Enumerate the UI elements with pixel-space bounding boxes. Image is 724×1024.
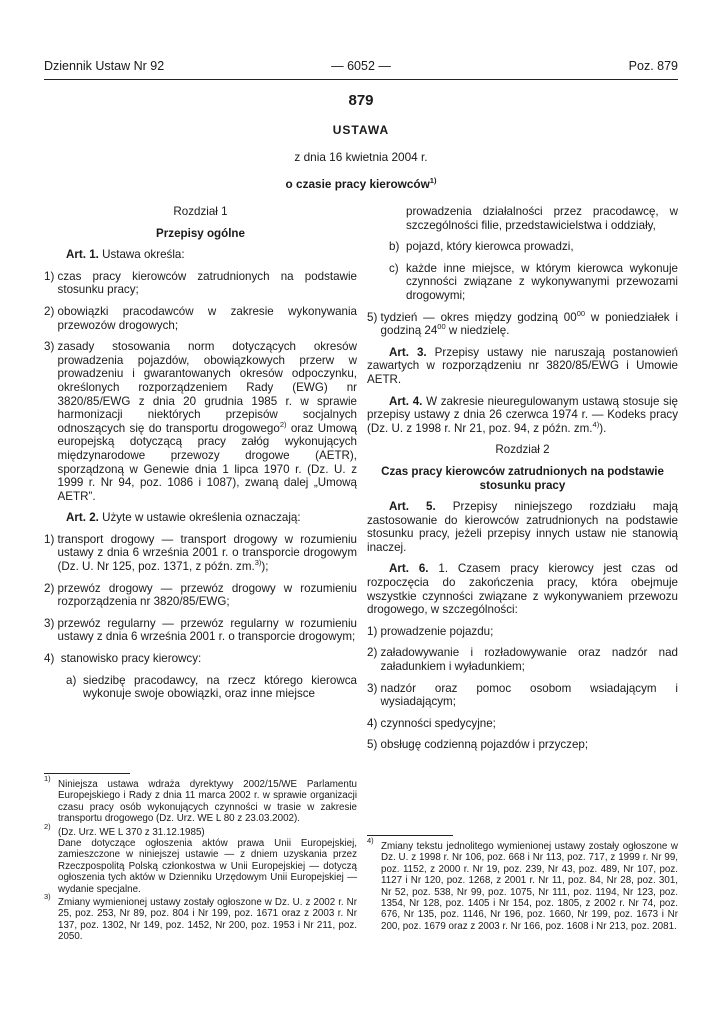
footnote-mark: 1)	[44, 774, 51, 783]
art-2-intro	[44, 511, 357, 525]
chapter-2-label: Rozdział 2	[495, 443, 550, 457]
act-title	[44, 178, 678, 192]
art-2-item-3	[44, 617, 357, 644]
left-column	[44, 205, 357, 709]
item-text-part: tydzień — okres między godziną 00	[380, 310, 577, 324]
art-6-heading: Art. 6.	[389, 562, 429, 576]
art-2-item-5	[367, 308, 678, 338]
footnote-text: Zmiany wymienionej ustawy zostały ogłoszone w Dz. U. z 2002 r. Nr 25, poz. 253, Nr 89, poz. 804 i Nr 199, poz. 1671 oraz z 2003 r. Nr 137, poz. 1302, Nr 149, poz. 1452, Nr 200, poz. 1953 i Nr 211, poz. 2050.	[58, 897, 357, 943]
position-number: Poz. 879	[628, 59, 678, 73]
item-text-part: w niedzielę.	[445, 324, 510, 338]
footnote-ref-4[interactable]: 4)	[592, 419, 600, 429]
art-5-heading: Art. 5.	[389, 500, 436, 514]
subitem-letter: c)	[389, 261, 399, 275]
art-3-heading: Art. 3.	[389, 345, 427, 359]
footnote-rule-right	[367, 835, 453, 836]
subitem-text: pojazd, który kierowca prowadzi,	[406, 240, 574, 254]
footnote-rule-left	[44, 773, 130, 774]
item-number: 5)	[367, 738, 378, 752]
item-number: 2)	[44, 581, 55, 595]
act-date: z dnia 16 kwietnia 2004 r.	[294, 150, 428, 164]
art-6-intro	[367, 562, 678, 616]
footnote-ref-1[interactable]: 1)	[429, 176, 437, 185]
art-3	[367, 346, 678, 387]
art-4-text: W zakresie nieuregulowanym ustawą stosuje się przepisy ustawy z dnia 26 czerwca 1974 r. — Kodeks pracy (Dz. U. z 1998 r. Nr 21, poz. 94, z późn. zm.	[367, 394, 678, 435]
art-4-text-end: ).	[599, 421, 607, 435]
footnote-mark: 3)	[44, 892, 51, 902]
footnote-mark: 2)	[44, 821, 51, 831]
subitem-letter: b)	[389, 240, 400, 254]
item-text: załadowywanie i rozładowywanie oraz nadzór nad załadunkiem i wyładunkiem;	[380, 646, 678, 674]
art-4	[367, 395, 678, 436]
item-text: nadzór oraz pomoc osobom wsiadającym i wysiadającym;	[380, 681, 678, 709]
right-column	[367, 205, 678, 760]
art-6-intro-text: 1. Czasem pracy kierowcy jest czas od rozpoczęcia do zakończenia pracy, która obejmuje wszystkie czynności związane z wykonywaniem przewozu drogowego, w szczególności:	[367, 562, 678, 617]
item-text-part: w poniedziałek i godziną 24	[380, 310, 678, 338]
art-2-subitem-a-continuation: prowadzenia działalności przez pracodawcę, w szczególności filie, przedstawicielstwa i oddziały,	[406, 205, 678, 232]
art-5	[367, 500, 678, 554]
art-1-item-1	[44, 270, 357, 297]
subitem-text: siedzibę pracodawcy, na rzecz którego kierowca wykonuje swoje obowiązki, oraz inne miejsce	[83, 673, 357, 701]
item-number: 3)	[44, 340, 55, 354]
art-1-item-2	[44, 305, 357, 332]
art-1-item-3	[44, 340, 357, 503]
footnote-ref-2[interactable]: 2)	[279, 419, 287, 429]
item-text	[380, 308, 678, 338]
item-number: 2)	[367, 646, 378, 660]
chapter-1-label: Rozdział 1	[173, 205, 228, 218]
item-text: przewóz regularny — przewóz regularny w rozumieniu ustawy z dnia 6 września 2001 r. o transporcie drogowym;	[57, 616, 357, 644]
act-number: 879	[348, 92, 374, 109]
item-text: stanowisko pracy kierowcy:	[60, 652, 202, 666]
art-6-item-2	[367, 646, 678, 673]
footnote-text: Niniejsza ustawa wdraża dyrektywy 2002/15/WE Parlamentu Europejskiego i Rady z dnia 11 marca 2002 r. w sprawie organizacji czasu pracy osób wykonujących czynności w trasie w zakresie transportu drogowego (Dz. Urz. WE L 80 z 23.03.2002).	[58, 779, 357, 825]
art-6-item-4	[367, 717, 678, 731]
footnotes-left	[44, 774, 357, 945]
art-5-text: Przepisy niniejszego rozdziału mają zastosowanie do kierowców zatrudnionych na podstawie stosunku pracy, jeżeli przepisy innych ustaw nie stanowią inaczej.	[367, 500, 679, 554]
item-text	[58, 533, 357, 574]
item-number: 1)	[367, 624, 378, 638]
item-number: 4)	[367, 716, 378, 730]
item-number: 1)	[44, 269, 55, 283]
art-6-item-5	[367, 738, 678, 752]
subitem-letter: a)	[66, 673, 77, 687]
footnote-3	[44, 892, 357, 943]
art-2-subitem-c	[367, 262, 678, 303]
time-superscript: 00	[576, 308, 586, 318]
item-text: prowadzenie pojazdu;	[380, 624, 494, 638]
journal-title: Dziennik Ustaw Nr 92	[44, 59, 165, 73]
item-text-part: );	[261, 560, 269, 574]
item-text: czas pracy kierowców zatrudnionych na podstawie stosunku pracy;	[57, 269, 357, 297]
art-1-intro	[44, 248, 357, 262]
art-2-item-2	[44, 582, 357, 609]
footnote-2	[44, 821, 357, 895]
footnote-text-line: Dane dotyczące ogłoszenia aktów prawa Unii Europejskiej, zamieszczone w niniejszej ustawie — z dniem uzyskania przez Rzeczpospolitą Polską członkostwa w Unii Europejskiej — dotyczą ogłoszenia tych aktów w Dzienniku Urzędowym Unii Europejskiej — wydanie specjalne.	[58, 838, 357, 895]
art-3-text: Przepisy ustawy nie naruszają postanowień zawartych w rozporządzeniu nr 3820/85/EWG i Umowie AETR.	[367, 345, 678, 386]
header-rule	[44, 79, 678, 80]
item-text: przewóz drogowy — przewóz drogowy w rozumieniu rozporządzenia nr 3820/85/EWG;	[57, 581, 357, 609]
page-number: — 6052 —	[331, 59, 391, 73]
art-1-heading: Art. 1.	[66, 248, 99, 262]
art-2-subitem-a	[44, 674, 357, 701]
subitem-text: każde inne miejsce, w którym kierowca wykonuje czynności związane z wykonywanymi przewozami drogowymi;	[406, 261, 678, 302]
item-number: 3)	[44, 616, 55, 630]
item-text-part: oraz Umową europejską dotyczącą pracy załóg wykonujących międzynarodowe przewozy drogowe (AETR), sporządzoną w Genewie dnia 1 lipca 1970 r. (Dz. U. z 1999 r. Nr 94, poz. 1086 i 1087), zwaną dalej „Umową AETR”.	[57, 421, 358, 503]
chapter-1-title: Przepisy ogólne	[156, 226, 245, 240]
art-2-heading: Art. 2.	[66, 511, 99, 525]
item-number: 5)	[367, 310, 378, 324]
item-number: 1)	[44, 532, 55, 546]
footnote-1	[44, 774, 357, 825]
footnote-mark: 4)	[367, 836, 374, 845]
item-text-part: transport drogowy — transport drogowy w rozumieniu ustawy z dnia 6 września 2001 r. o transporcie drogowym (Dz. U. Nr 125, poz. 1371, z późn. zm.	[57, 532, 357, 574]
art-4-heading: Art. 4.	[389, 394, 423, 408]
act-title-text: o czasie pracy kierowców	[285, 177, 430, 191]
footnote-ref-3[interactable]: 3)	[254, 558, 262, 568]
item-text	[58, 340, 357, 503]
item-number: 3)	[367, 681, 378, 695]
chapter-2-title: Czas pracy kierowców zatrudnionych na podstawie stosunku pracy	[381, 464, 664, 492]
footnotes-right	[367, 836, 678, 934]
art-2-intro-text: Użyte w ustawie określenia oznaczają:	[102, 511, 301, 525]
footnote-text	[58, 827, 357, 895]
item-text: czynności spedycyjne;	[380, 716, 496, 730]
item-text: obsługę codzienną pojazdów i przyczep;	[380, 738, 589, 752]
footnote-text: Zmiany tekstu jednolitego wymienionej ustawy zostały ogłoszone w Dz. U. z 1998 r. Nr 106, poz. 668 i Nr 113, poz. 717, z 1999 r. Nr 99, poz. 1152, z 2000 r. Nr 19, poz. 239, Nr 43, poz. 489, Nr 107, poz. 1127 i Nr 120, poz. 1268, z 2001 r. Nr 11, poz. 84, Nr 28, poz. 301, Nr 52, poz. 538, Nr 99, poz. 1075, Nr 111, poz. 1194, Nr 123, poz. 1354, Nr 128, poz. 1405 i Nr 154, poz. 1805, z 2002 r. Nr 74, poz. 676, Nr 135, poz. 1146, Nr 196, poz. 1660, Nr 199, poz. 1673 i Nr 200, poz. 1679 oraz z 2003 r. Nr 166, poz. 1608 i Nr 213, poz. 2081.	[381, 841, 678, 932]
item-number: 2)	[44, 304, 55, 318]
art-2-item-4	[44, 652, 357, 666]
art-1-intro-text: Ustawa określa:	[102, 248, 185, 262]
art-6-item-1	[367, 625, 678, 639]
running-header	[44, 60, 678, 76]
footnote-text-line: (Dz. Urz. WE L 370 z 31.12.1985)	[58, 826, 205, 838]
item-number: 4)	[44, 652, 55, 666]
art-2-subitem-b	[367, 240, 678, 254]
art-2-item-1	[44, 533, 357, 574]
art-6-item-3	[367, 682, 678, 709]
time-superscript: 00	[437, 322, 446, 332]
item-text-part: zasady stosowania norm dotyczących okresów prowadzenia pojazdów, obowiązkowych przerw w prowadzeniu i gwarantowanych okresów odpoczynku, określonych rozporządzeniem Rady (EWG) nr 3820/85/EWG z dnia 20 grudnia 1985 r. w sprawie harmonizacji niektórych przepisów socjalnych odnoszących się do transportu drogowego	[57, 340, 357, 435]
act-type: USTAWA	[332, 123, 390, 137]
footnote-4	[367, 836, 678, 932]
item-text: obowiązki pracodawców w zakresie wykonywania przewozów drogowych;	[57, 304, 357, 332]
